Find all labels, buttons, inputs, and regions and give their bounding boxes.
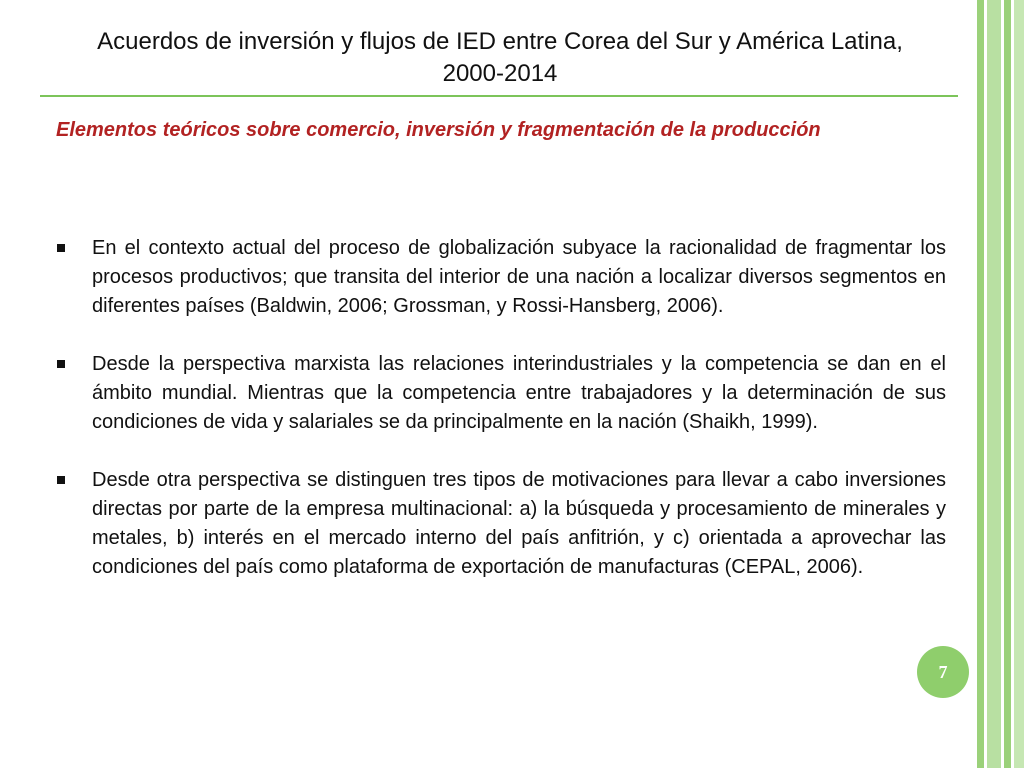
page-number-badge: 7 xyxy=(917,646,969,698)
bullet-item xyxy=(56,466,946,582)
square-bullet-icon xyxy=(57,476,65,484)
bullet-item xyxy=(56,234,946,321)
bullet-item xyxy=(56,350,946,437)
square-bullet-icon xyxy=(57,360,65,368)
slide-subtitle: Elementos teóricos sobre comercio, inversión y fragmentación de la producción xyxy=(56,119,821,141)
bullet-text: Desde otra perspectiva se distinguen tres tipos de motivaciones para llevar a cabo inversiones directas por parte de la empresa multinacional: a) la búsqueda y procesamiento de minerales y metales, b) interés en el mercado interno del país anfitrión, y c) orientada a aprovechar las condiciones del país como plataforma de exportación de manufacturas (CEPAL, 2006). xyxy=(92,469,946,578)
bullet-text: En el contexto actual del proceso de globalización subyace la racionalidad de fragmentar los procesos productivos; que transita del interior de una nación a localizar diversos segmentos en diferentes países (Baldwin, 2006; Grossman, y Rossi-Hansberg, 2006). xyxy=(92,237,946,317)
decorative-side-stripes xyxy=(974,0,1024,768)
title-divider xyxy=(40,95,958,97)
bullet-text: Desde la perspectiva marxista las relaciones interindustriales y la competencia se dan en el ámbito mundial. Mientras que la competencia entre trabajadores y la determinación de sus condiciones de vida y salariales se da principalmente en la nación (Shaikh, 1999). xyxy=(92,353,946,433)
square-bullet-icon xyxy=(57,244,65,252)
slide-title-line1: Acuerdos de inversión y flujos de IED entre Corea del Sur y América Latina, xyxy=(97,28,903,55)
bullet-list xyxy=(56,234,946,611)
slide-title xyxy=(40,26,960,90)
slide-title-line2: 2000-2014 xyxy=(442,60,558,87)
